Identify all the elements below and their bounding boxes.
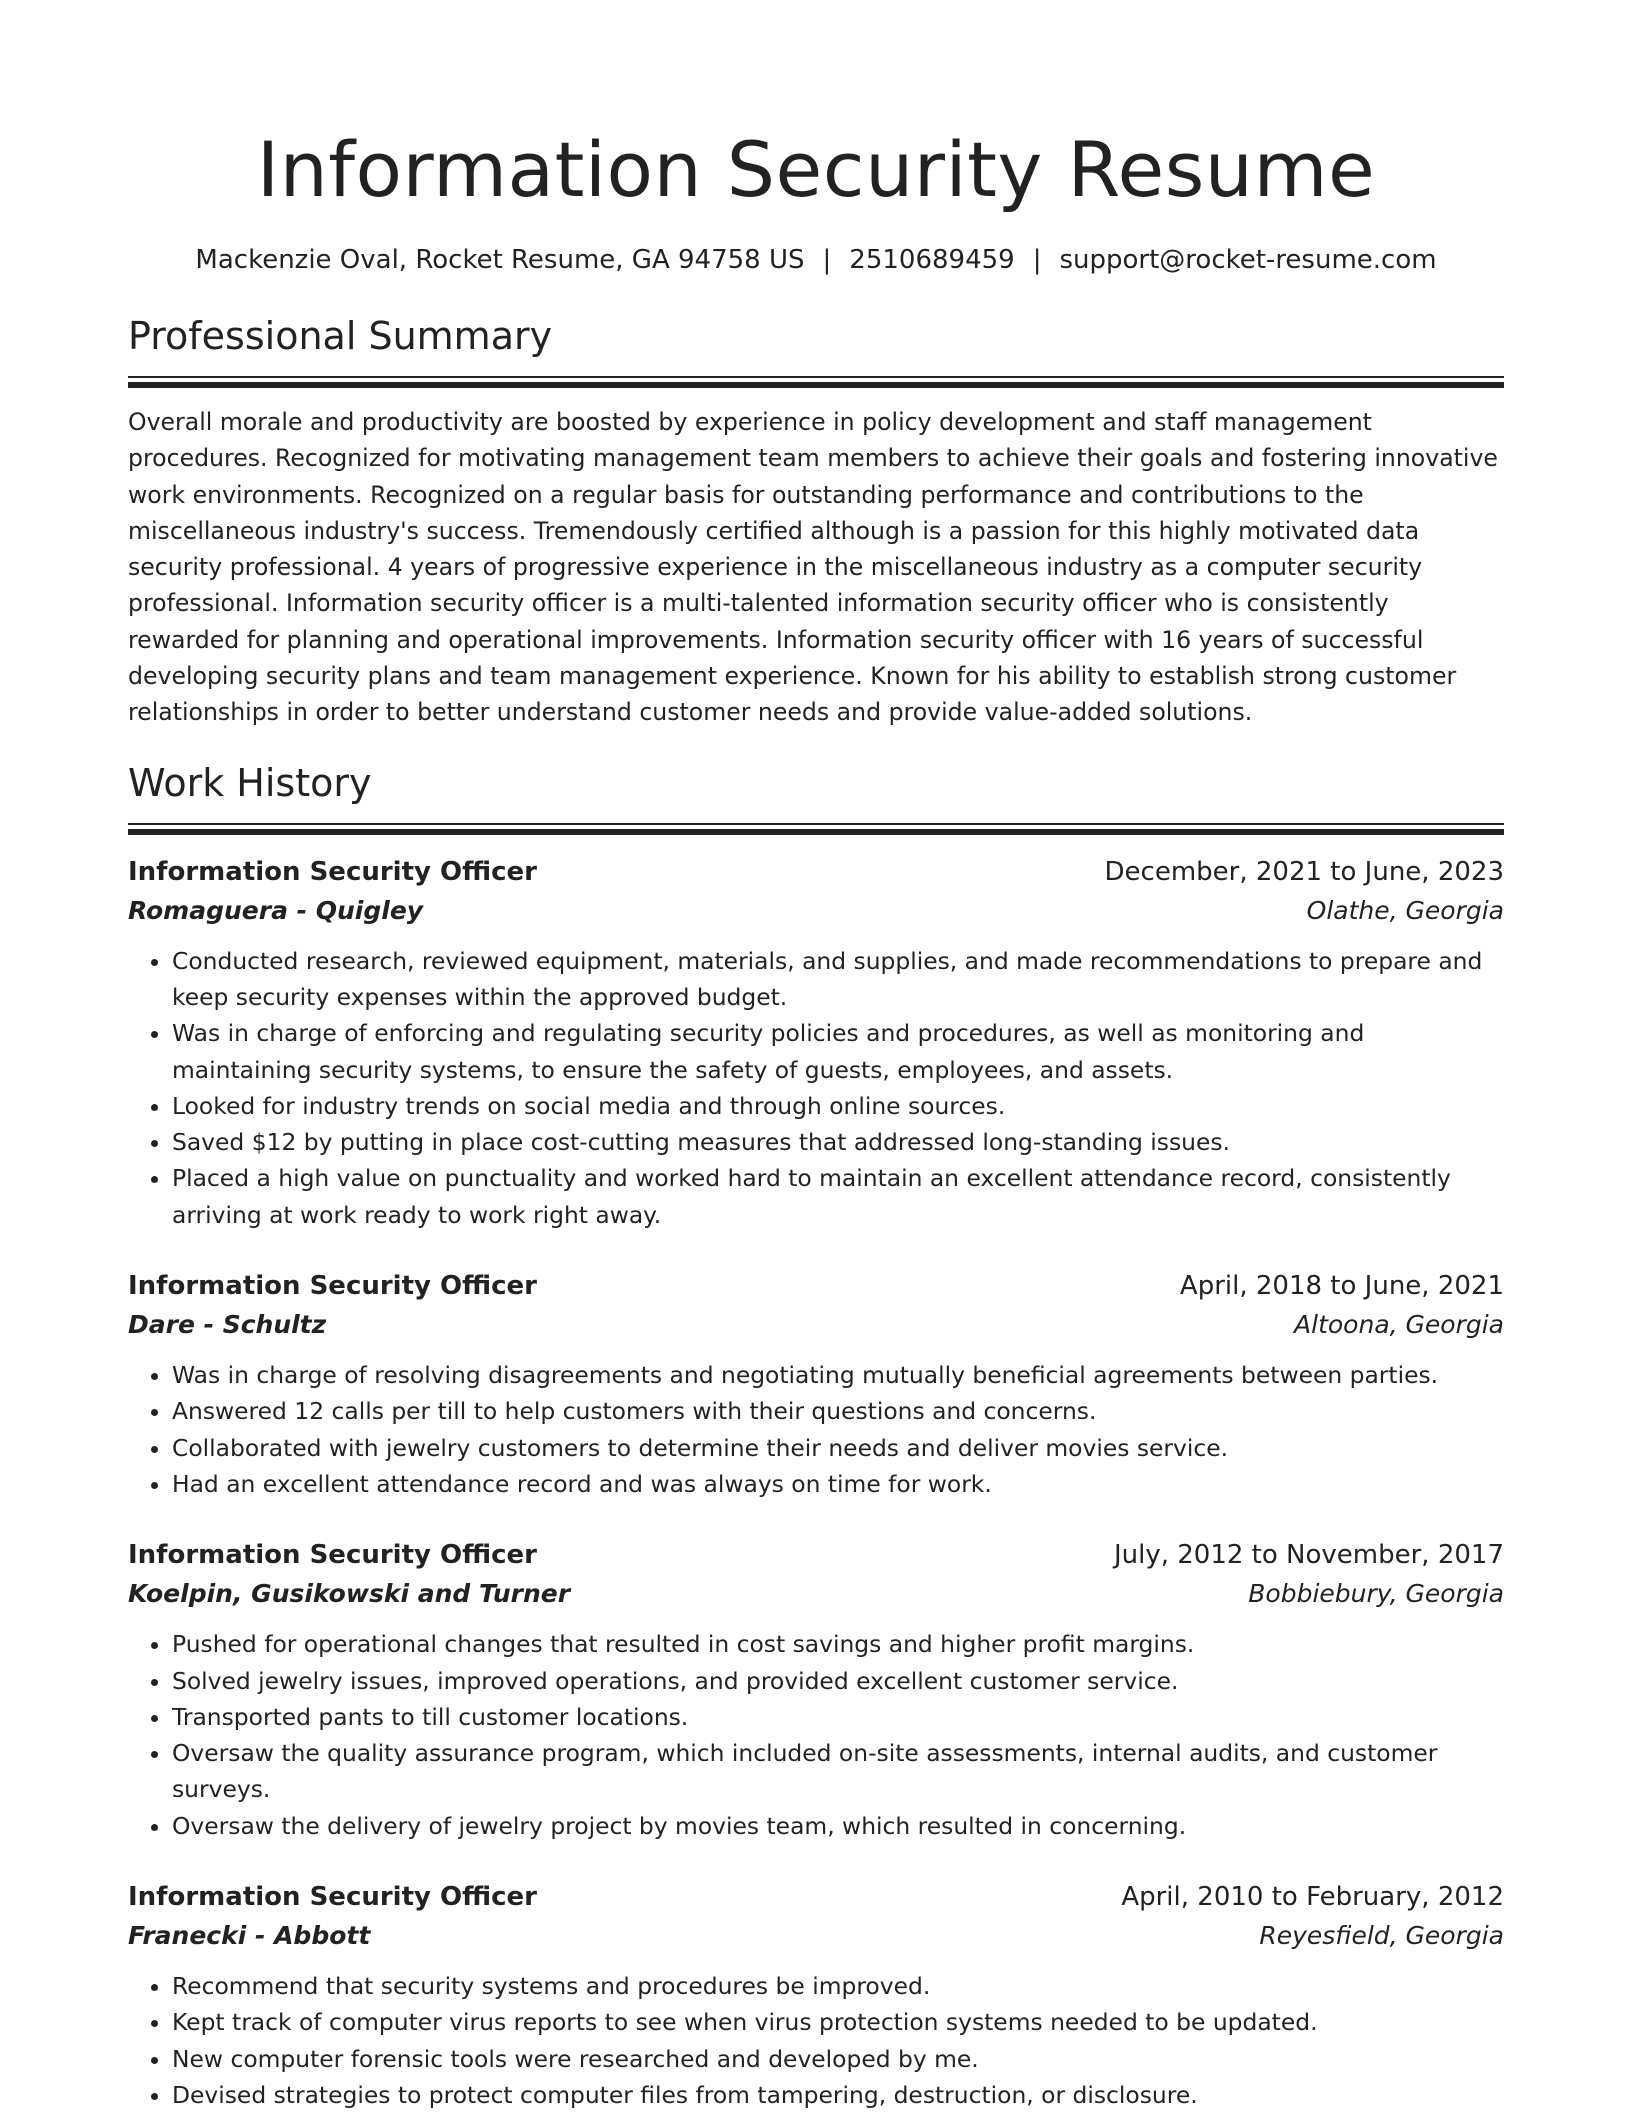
work-history-section xyxy=(128,759,1504,2112)
job-header-row xyxy=(128,1267,1504,1305)
job-title: Information Security Officer xyxy=(128,1271,537,1302)
job-bullets xyxy=(128,943,1504,1233)
job-company: Romaguera - Quigley xyxy=(128,895,424,925)
job-dates: December, 2021 to June, 2023 xyxy=(1104,856,1504,887)
job-company-row xyxy=(128,1916,1504,1956)
job-company: Koelpin, Gusikowski and Turner xyxy=(128,1579,571,1609)
contact-separator: | xyxy=(822,245,832,275)
job-bullet: • Saved $12 by putting in place cost-cutting measures that addressed long-standing issues. xyxy=(172,1124,1504,1160)
job-dates: July, 2012 to November, 2017 xyxy=(1113,1540,1504,1571)
summary-text: Overall morale and productivity are boosted by experience in policy development and staff management procedures. Recognized for motivating management team members to achieve their goals and fostering innovative work environments. Recognized on a regular basis for outstanding performance and contributions to the miscellaneous industry's success. Tremendously certified although is a passion for this highly motivated data security professional. 4 years of progressive experience in the miscellaneous industry as a computer security professional. Information security officer is a multi-talented information security officer who is consistently rewarded for planning and operational improvements. Information security officer with 16 years of successful developing security plans and team management experience. Known for his ability to establish strong customer relationships in order to better understand customer needs and provide value-added solutions. xyxy=(128,408,1498,727)
job-bullet: • Conducted research, reviewed equipment, materials, and supplies, and made recommendations to prepare and keep security expenses within the approved budget. xyxy=(172,943,1504,1016)
job-entry xyxy=(128,1878,1504,2112)
job-bullet: • New computer forensic tools were researched and developed by me. xyxy=(172,2041,1504,2077)
job-bullets xyxy=(128,1357,1504,1502)
professional-summary-section xyxy=(128,312,1504,731)
job-title: Information Security Officer xyxy=(128,1540,537,1571)
job-bullet: • Placed a high value on punctuality and worked hard to maintain an excellent attendance record, consistently arriving at work ready to work right away. xyxy=(172,1160,1504,1233)
job-bullet: • Collaborated with jewelry customers to determine their needs and deliver movies service. xyxy=(172,1430,1504,1466)
section-divider xyxy=(128,376,1504,388)
job-bullet: • Transported pants to till customer locations. xyxy=(172,1699,1504,1735)
job-entry xyxy=(128,1267,1504,1502)
job-header-row xyxy=(128,1878,1504,1916)
job-bullet: • Was in charge of resolving disagreements and negotiating mutually beneficial agreements between parties. xyxy=(172,1357,1504,1393)
contact-line xyxy=(128,242,1504,278)
job-location: Altoona, Georgia xyxy=(1294,1310,1504,1340)
work-history-heading: Work History xyxy=(128,760,372,805)
contact-address: Mackenzie Oval, Rocket Resume, GA 94758 US xyxy=(195,245,805,275)
job-bullet: • Oversaw the quality assurance program, which included on-site assessments, internal audits, and customer surveys. xyxy=(172,1735,1504,1808)
job-bullet: • Answered 12 calls per till to help customers with their questions and concerns. xyxy=(172,1393,1504,1429)
job-location: Bobbiebury, Georgia xyxy=(1248,1579,1504,1609)
job-bullets xyxy=(128,1626,1504,1844)
job-dates: April, 2018 to June, 2021 xyxy=(1179,1271,1504,1302)
job-bullet: • Was in charge of enforcing and regulating security policies and procedures, as well as monitoring and maintaining security systems, to ensure the safety of guests, employees, and assets. xyxy=(172,1015,1504,1088)
job-title: Information Security Officer xyxy=(128,1882,537,1913)
contact-email: support@rocket-resume.com xyxy=(1059,245,1437,275)
job-bullet: • Had an excellent attendance record and was always on time for work. xyxy=(172,1466,1504,1502)
job-entry xyxy=(128,853,1504,1233)
section-divider xyxy=(128,823,1504,835)
job-header-row xyxy=(128,1536,1504,1574)
contact-separator: | xyxy=(1032,245,1042,275)
job-location: Olathe, Georgia xyxy=(1306,895,1504,925)
job-bullet: • Solved jewelry issues, improved operations, and provided excellent customer service. xyxy=(172,1663,1504,1699)
job-company: Franecki - Abbott xyxy=(128,1921,371,1951)
resume-title: Information Security Resume xyxy=(256,125,1376,214)
job-company-row xyxy=(128,1305,1504,1345)
job-bullet: • Oversaw the delivery of jewelry project by movies team, which resulted in concerning. xyxy=(172,1808,1504,1844)
job-company: Dare - Schultz xyxy=(128,1310,327,1340)
job-header-row xyxy=(128,853,1504,891)
job-dates: April, 2010 to February, 2012 xyxy=(1121,1882,1504,1913)
job-bullet: • Recommend that security systems and procedures be improved. xyxy=(172,1968,1504,2004)
job-bullet: • Looked for industry trends on social media and through online sources. xyxy=(172,1088,1504,1124)
job-company-row xyxy=(128,1574,1504,1614)
job-bullet: • Kept track of computer virus reports to see when virus protection systems needed to be updated. xyxy=(172,2004,1504,2040)
job-title: Information Security Officer xyxy=(128,856,537,887)
job-bullet: • Pushed for operational changes that resulted in cost savings and higher profit margins. xyxy=(172,1626,1504,1662)
summary-heading: Professional Summary xyxy=(128,314,553,358)
job-company-row xyxy=(128,891,1504,931)
job-bullets xyxy=(128,1968,1504,2112)
job-location: Reyesfield, Georgia xyxy=(1259,1921,1504,1951)
job-bullet: • Devised strategies to protect computer files from tampering, destruction, or disclosure. xyxy=(172,2077,1504,2112)
contact-phone: 2510689459 xyxy=(849,245,1015,275)
job-entry xyxy=(128,1536,1504,1844)
